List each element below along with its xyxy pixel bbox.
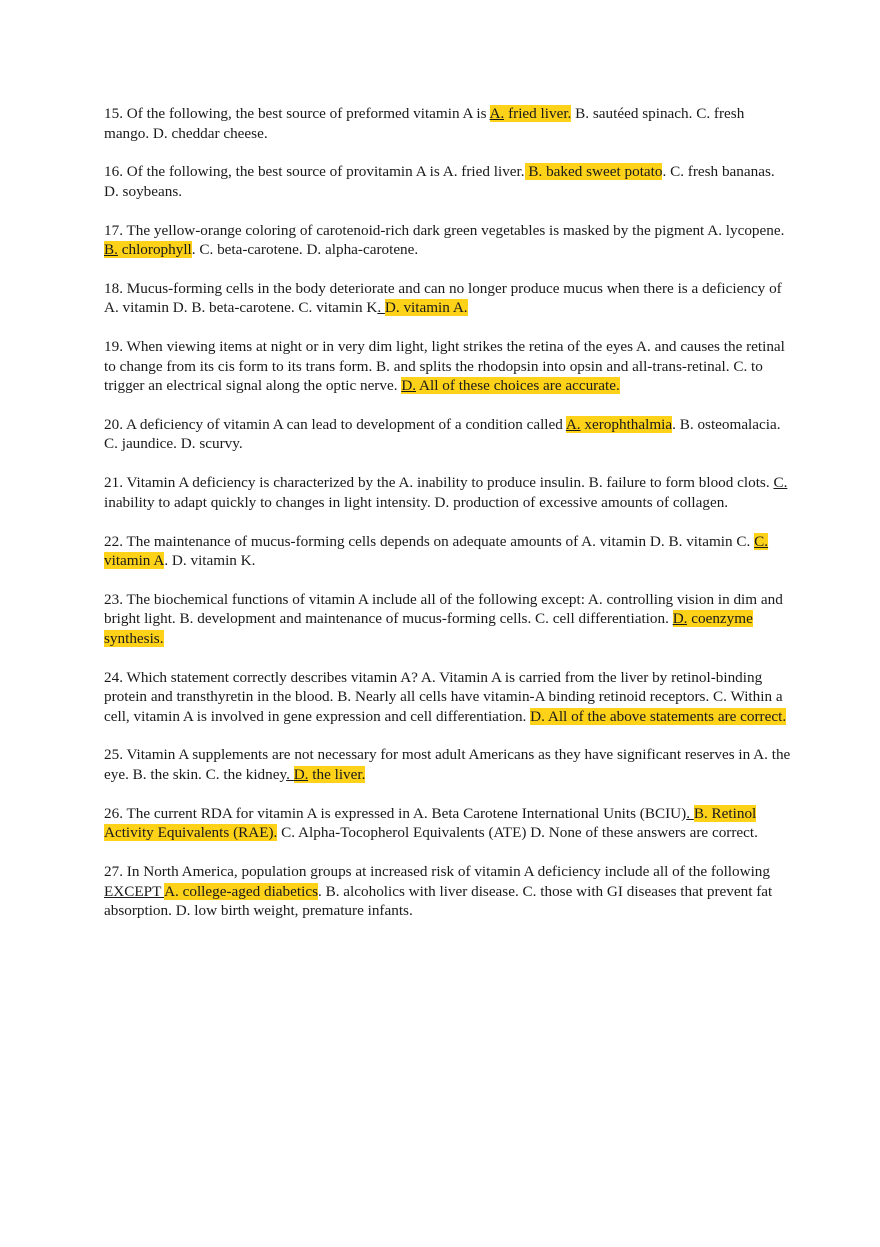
highlighted-answer-text: B. Retinol Activity Equivalents (RAE). [104,804,757,842]
question-text: 26. The current RDA for vitamin A is expressed in A. Beta Carotene International Units (BCIU) [104,804,687,822]
question-text: 15. Of the following, the best source of preformed vitamin A is [104,105,490,122]
highlighted-answer-text: C. [754,532,769,550]
question-15 [104,104,792,143]
question-text: 25. Vitamin A supplements are not necessary for most adult Americans as they have significant reserves in A. the eye. B. the skin. C. the kidney [104,746,791,783]
question-27 [104,862,792,921]
highlighted-answer-text: B. [104,241,118,259]
question-text: C. [773,474,788,492]
question-text: inability to adapt quickly to changes in light intensity. D. production of excessive amounts of collagen. [104,493,729,511]
question-17 [104,221,792,260]
question-18 [104,279,792,318]
question-20 [104,415,792,454]
question-23 [104,590,792,649]
highlighted-answer-text: vitamin [104,552,154,570]
highlighted-answer-text: B. baked sweet potato [524,163,663,181]
question-text: . [686,804,694,822]
question-text: C. Alpha-Tocopherol Equivalents (ATE) D. None of these answers are correct. [277,824,758,842]
highlighted-answer-text: coenzyme synthesis. [104,610,753,647]
highlighted-answer-text: A [153,552,165,570]
question-16 [104,162,792,201]
question-text: . C. beta-carotene. D. alpha-carotene. [191,241,419,259]
question-text: . C. fresh bananas. D. soybeans. [104,163,775,200]
question-text: EXCEPT [104,882,165,900]
question-text: . B. osteomalacia. C. jaundice. D. scurvy. [104,415,781,453]
question-text: B. sautéed spinach. C. fresh mango. D. cheddar cheese. [104,105,745,142]
highlighted-answer-text: All of these choices are accurate. [416,377,620,395]
highlighted-answer-text: A. college-aged diabetics [164,882,318,900]
question-text: 21. Vitamin A deficiency is characterized by the A. inability to produce insulin. B. failure to form blood clots. [104,474,774,492]
question-text: . [286,765,294,783]
question-21 [104,473,792,512]
highlighted-answer-text: D. vitamin A. [384,299,468,317]
highlighted-answer-text: D. [293,765,309,783]
question-text: 24. Which statement correctly describes vitamin A? A. Vitamin A is carried from the liver by retinol-binding protein and transthyretin in the blood. B. Nearly all cells have vitamin-A binding retinoid receptors. C. Within a cell, vitamin A is involved in gene expression and cell differentiation. [104,668,783,725]
highlighted-answer-text: A. [565,415,581,433]
highlighted-answer-text: D. [672,610,688,628]
question-text: 23. The biochemical functions of vitamin A include all of the following except: A. controlling vision in dim and bright light. B. development and maintenance of mucus-forming cells. C. cell differentiation. [104,590,783,628]
highlighted-answer-text: chlorophyll [117,241,192,259]
question-22 [104,532,792,571]
question-19 [104,337,792,396]
highlighted-answer-text: D. [401,377,417,395]
highlighted-answer-text: fried liver. [504,105,572,122]
question-text: 22. The maintenance of mucus-forming cells depends on adequate amounts of A. vitamin D. B. vitamin C. [104,532,755,550]
question-text: 17. The yellow-orange coloring of carotenoid-rich dark green vegetables is masked by the pigment A. lycopene. [104,221,785,239]
highlighted-answer-text: xerophthalmia [580,415,673,433]
highlighted-answer-text: the liver. [308,765,366,783]
question-text: 18. Mucus-forming cells in the body deteriorate and can no longer produce mucus when there is a deficiency of A. vitamin D. B. beta-carotene. C. vitamin K [104,279,782,317]
question-text: . [377,299,385,317]
question-text: 20. A deficiency of vitamin A can lead to development of a condition called [104,415,566,433]
question-text: 16. Of the following, the best source of provitamin A is A. fried liver. [104,163,525,181]
question-text: 19. When viewing items at night or in very dim light, light strikes the retina of the eyes A. and causes the retinal to change from its cis form to its trans form. B. and splits the rhodopsin into opsin and all-trans-retinal. C. to trigger an electrical signal along the optic nerve. [104,338,785,395]
question-list [104,104,792,940]
question-25 [104,745,792,784]
question-26 [104,804,792,843]
highlighted-answer-text: D. All of the above statements are correct. [530,707,787,725]
question-text: . B. alcoholics with liver disease. C. those with GI diseases that prevent fat absorption. D. low birth weight, premature infants. [104,882,773,920]
question-24 [104,668,792,727]
question-text: . D. vitamin K. [164,552,256,570]
highlighted-answer-text: A. [489,105,505,122]
question-text: 27. In North America, population groups at increased risk of vitamin A deficiency include all of the following [104,863,770,881]
